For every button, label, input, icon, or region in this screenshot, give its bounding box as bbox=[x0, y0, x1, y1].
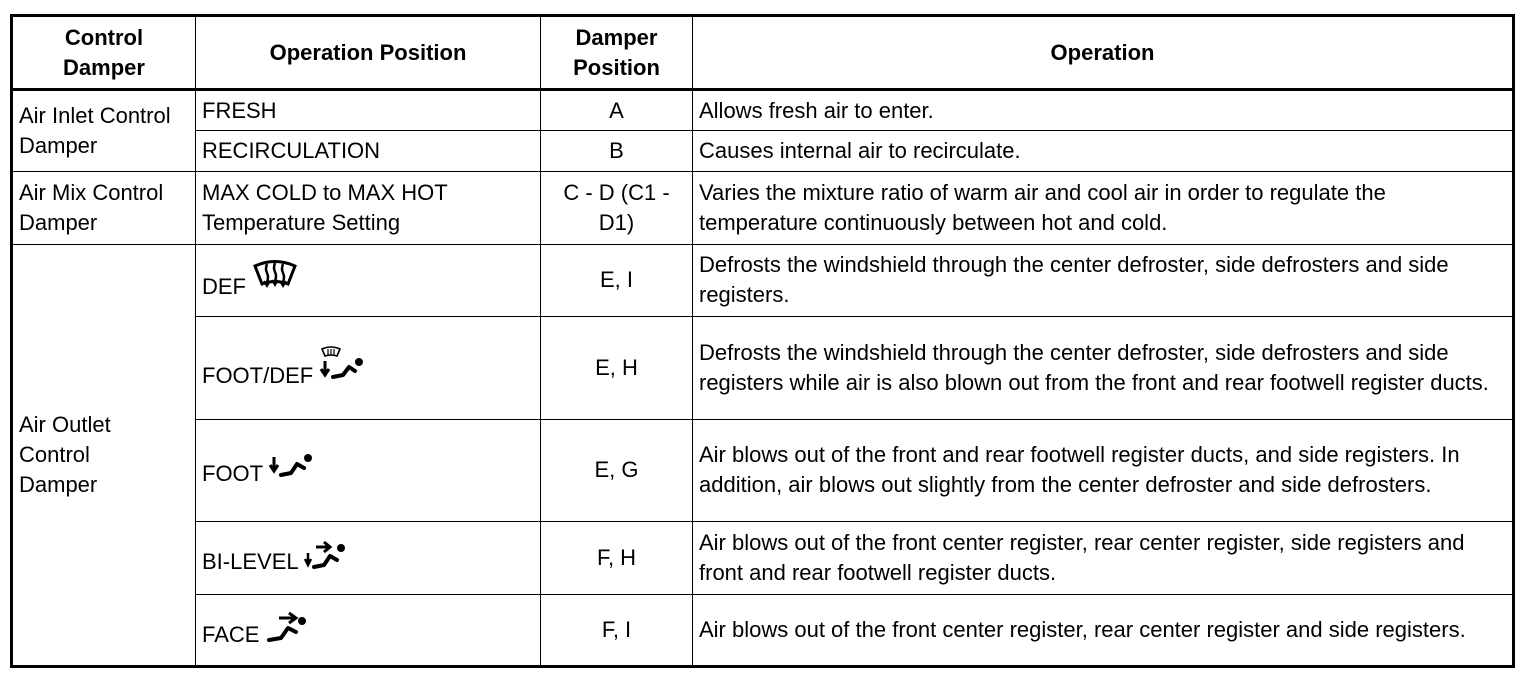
header-damper-position: Damper Position bbox=[541, 16, 693, 90]
row-operation: Varies the mixture ratio of warm air and cool air in order to regulate the temperature continuously between hot and cold. bbox=[693, 172, 1514, 244]
position-label: FOOT/DEF bbox=[202, 362, 314, 388]
row-operation: Causes internal air to recirculate. bbox=[693, 131, 1514, 172]
row-damper: E, G bbox=[541, 419, 693, 522]
face-icon bbox=[265, 610, 313, 644]
row-position-face bbox=[196, 594, 541, 666]
row-damper: F, I bbox=[541, 594, 693, 666]
row-position-def bbox=[196, 244, 541, 316]
row-position-foot-def bbox=[196, 317, 541, 420]
row-position: FRESH bbox=[196, 90, 541, 131]
group-air-outlet: Air Outlet Control Damper bbox=[12, 244, 196, 666]
table-row bbox=[12, 522, 1514, 594]
row-position-bi-level bbox=[196, 522, 541, 594]
row-damper: A bbox=[541, 90, 693, 131]
row-operation: Allows fresh air to enter. bbox=[693, 90, 1514, 131]
table-row bbox=[12, 419, 1514, 522]
group-air-mix: Air Mix Control Damper bbox=[12, 172, 196, 244]
header-row bbox=[12, 16, 1514, 90]
table-row bbox=[12, 90, 1514, 131]
defrost-icon bbox=[252, 258, 298, 290]
row-damper: E, I bbox=[541, 244, 693, 316]
table-row bbox=[12, 317, 1514, 420]
group-air-inlet: Air Inlet Control Damper bbox=[12, 90, 196, 172]
position-label: FACE bbox=[202, 621, 260, 647]
table-row bbox=[12, 594, 1514, 666]
row-operation: Defrosts the windshield through the center defroster, side defrosters and side registers. bbox=[693, 244, 1514, 316]
row-position: MAX COLD to MAX HOT Temperature Setting bbox=[196, 172, 541, 244]
row-position: RECIRCULATION bbox=[196, 131, 541, 172]
row-damper: E, H bbox=[541, 317, 693, 420]
damper-operation-table bbox=[10, 14, 1515, 668]
row-operation: Air blows out of the front center register, rear center register and side registers. bbox=[693, 594, 1514, 666]
foot-icon bbox=[267, 451, 315, 483]
bi-level-icon bbox=[303, 539, 351, 571]
row-operation: Air blows out of the front and rear footwell register ducts, and side registers. In addition, air blows out slightly from the center defroster and side defrosters. bbox=[693, 419, 1514, 522]
table-row bbox=[12, 172, 1514, 244]
foot-defrost-icon bbox=[317, 345, 367, 385]
row-damper: B bbox=[541, 131, 693, 172]
position-label: BI-LEVEL bbox=[202, 548, 299, 574]
row-damper: C - D (C1 - D1) bbox=[541, 172, 693, 244]
header-operation: Operation bbox=[693, 16, 1514, 90]
header-control-damper: Control Damper bbox=[12, 16, 196, 90]
row-position-foot bbox=[196, 419, 541, 522]
header-operation-position: Operation Position bbox=[196, 16, 541, 90]
table-row bbox=[12, 131, 1514, 172]
table-row bbox=[12, 244, 1514, 316]
position-label: DEF bbox=[202, 274, 246, 300]
position-label: FOOT bbox=[202, 461, 264, 487]
row-damper: F, H bbox=[541, 522, 693, 594]
row-operation: Air blows out of the front center register, rear center register, side registers and front and rear footwell register ducts. bbox=[693, 522, 1514, 594]
row-operation: Defrosts the windshield through the center defroster, side defrosters and side registers while air is also blown out from the front and rear footwell register ducts. bbox=[693, 317, 1514, 420]
